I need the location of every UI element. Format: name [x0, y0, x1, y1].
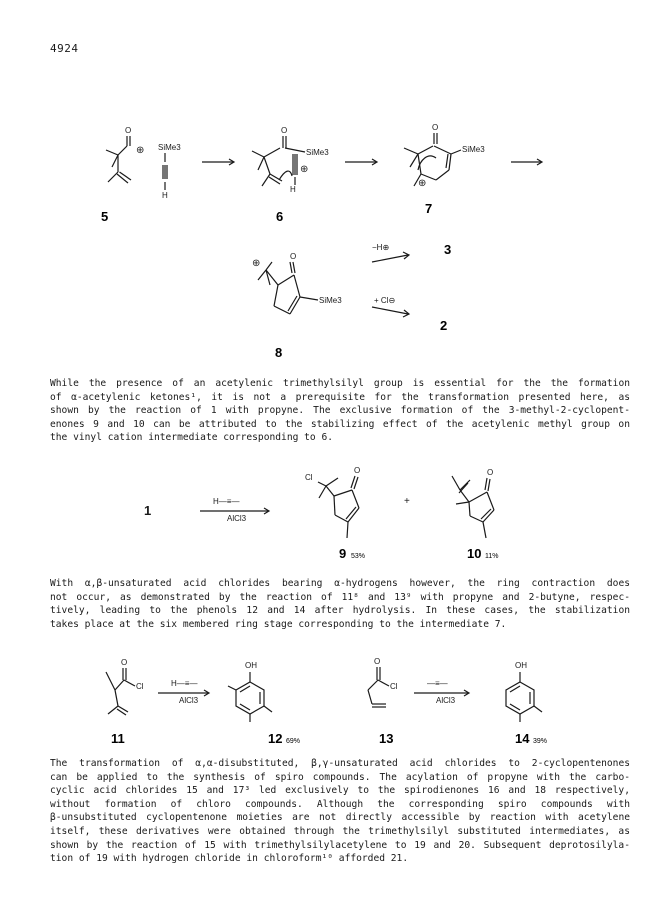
- svg-text:OH: OH: [245, 661, 257, 670]
- svg-text:—≡—: —≡—: [427, 679, 448, 688]
- paragraph-2-line: not occur, as demonstrated by the reaction of 11⁸ and 13⁹ with propyne and 2-butyne, respec-: [50, 591, 630, 603]
- svg-text:O: O: [354, 466, 361, 475]
- structure-13: [368, 667, 389, 707]
- svg-text:53%: 53%: [351, 553, 366, 560]
- structure-11: [106, 668, 135, 715]
- svg-text:OH: OH: [515, 661, 527, 670]
- label-3: 3: [444, 242, 452, 257]
- svg-text:O: O: [374, 657, 381, 666]
- label-6: 6: [276, 209, 284, 224]
- paragraph-1-line: shown by the reaction of 1 with propyne. The exclusive formation of the 3-methyl-2-cyclopent-: [50, 405, 630, 417]
- svg-text:SiMe3: SiMe3: [306, 148, 329, 157]
- structure-14: [506, 672, 542, 722]
- structure-8: [258, 262, 318, 314]
- reaction-arrows-row1: [202, 159, 542, 165]
- paragraph-2-line: With α,β-unsaturated acid chlorides bearing α-hydrogens however, the ring contraction does: [50, 578, 630, 589]
- label-10: 10: [467, 546, 482, 561]
- svg-text:⊕: ⊕: [418, 178, 427, 189]
- label-12: 12: [268, 731, 283, 746]
- svg-text:+: +: [404, 496, 410, 507]
- structure-7: [404, 133, 461, 186]
- svg-text:O: O: [125, 126, 132, 135]
- paragraph-1: [50, 377, 630, 445]
- svg-text:O: O: [487, 468, 494, 477]
- label-1: 1: [144, 503, 152, 518]
- svg-text:H—≡—: H—≡—: [213, 497, 240, 506]
- svg-text:SiMe3: SiMe3: [158, 143, 181, 152]
- structure-6: [252, 136, 305, 186]
- svg-text:O: O: [121, 658, 128, 667]
- page-number: 4924: [50, 42, 79, 55]
- svg-text:Cl: Cl: [390, 682, 398, 691]
- label-14: 14: [515, 731, 530, 746]
- paragraph-3-line: itself, these derivatives were obtained through the trimethylsilyl substituted intermediates, as: [50, 825, 630, 837]
- svg-text:H: H: [162, 191, 168, 200]
- svg-text:⊕: ⊕: [136, 145, 145, 156]
- svg-text:⊕: ⊕: [300, 164, 309, 175]
- label-8: 8: [275, 345, 283, 360]
- paragraph-2: [50, 577, 630, 631]
- svg-text:H—≡—: H—≡—: [171, 679, 198, 688]
- structure-12: [228, 672, 272, 722]
- paragraph-3-line: β-unsubstituted cyclopentenone moieties are not directly accessible by reaction with acetylene: [50, 812, 630, 824]
- svg-text:69%: 69%: [286, 738, 301, 745]
- label-11: 11: [111, 731, 125, 746]
- paragraph-3-line: without formation of chloro compounds. Although the corresponding spiro compounds with: [50, 798, 630, 810]
- paragraph-2-line: takes place at the six membered ring stage corresponding to the intermediate 7.: [50, 618, 507, 630]
- svg-text:+ Cl⊖: + Cl⊖: [374, 296, 396, 305]
- paragraph-1-line: enones 9 and 10 can be attributed to the stabilizing effect of the acetylenic methyl group on: [50, 418, 630, 430]
- svg-text:Cl: Cl: [136, 682, 144, 691]
- svg-text:O: O: [281, 126, 288, 135]
- svg-text:AlCl3: AlCl3: [179, 696, 199, 705]
- svg-text:O: O: [290, 252, 297, 261]
- svg-text:−H⊕: −H⊕: [372, 243, 390, 252]
- paragraph-3-line: can be applied to the synthesis of spiro compounds. The acylation of propyne with the carbo-: [50, 771, 630, 783]
- svg-text:H: H: [290, 185, 296, 194]
- label-9: 9: [339, 546, 347, 561]
- scheme-3: [0, 640, 672, 750]
- paragraph-3-line: cyclic acid chlorides 15 and 17³ led exclusively to the spirodienones 16 and 18 respectively,: [50, 785, 630, 797]
- svg-text:SiMe3: SiMe3: [319, 296, 342, 305]
- svg-text:O: O: [432, 123, 439, 132]
- paragraph-2-line: tively, leading to the phenols 12 and 14 after hydrolysis. In these cases, the stabilization: [50, 605, 630, 617]
- paragraph-1-line: of α-acetylenic ketones¹, it is not a prerequisite for the transformation presented here, as: [50, 391, 630, 403]
- structure-10: [452, 476, 494, 538]
- svg-text:⊕: ⊕: [252, 258, 261, 269]
- paragraph-1-line: While the presence of an acetylenic trimethylsilyl group is essential for the the formation: [50, 378, 630, 389]
- paragraph-3-line: The transformation of α,α-disubstituted, β,γ-unsaturated acid chlorides to 2-cyclopentenones: [50, 758, 630, 769]
- svg-text:39%: 39%: [533, 738, 548, 745]
- svg-text:11%: 11%: [485, 553, 499, 560]
- paragraph-1-line: the vinyl cation intermediate corresponding to 6.: [50, 432, 334, 444]
- svg-text:AlCl3: AlCl3: [227, 514, 247, 523]
- paragraph-3-line: shown by the reaction of 15 with trimethylsilylacetylene to 19 and 20. Subsequent deprotosilyla-: [50, 839, 630, 851]
- label-2: 2: [440, 318, 448, 333]
- svg-text:Cl: Cl: [305, 473, 313, 482]
- scheme-1: [0, 0, 672, 360]
- label-13: 13: [379, 731, 394, 746]
- paragraph-3: [50, 757, 630, 866]
- paragraph-3-line: tion of 19 with hydrogen chloride in chloroform¹⁰ afforded 21.: [50, 853, 409, 865]
- structure-9: [318, 476, 359, 538]
- label-7: 7: [425, 201, 433, 216]
- svg-text:SiMe3: SiMe3: [462, 145, 485, 154]
- scheme-2: [0, 460, 672, 570]
- svg-text:AlCl3: AlCl3: [436, 696, 456, 705]
- reaction-arrows-row2: [372, 252, 409, 317]
- label-5: 5: [101, 209, 109, 224]
